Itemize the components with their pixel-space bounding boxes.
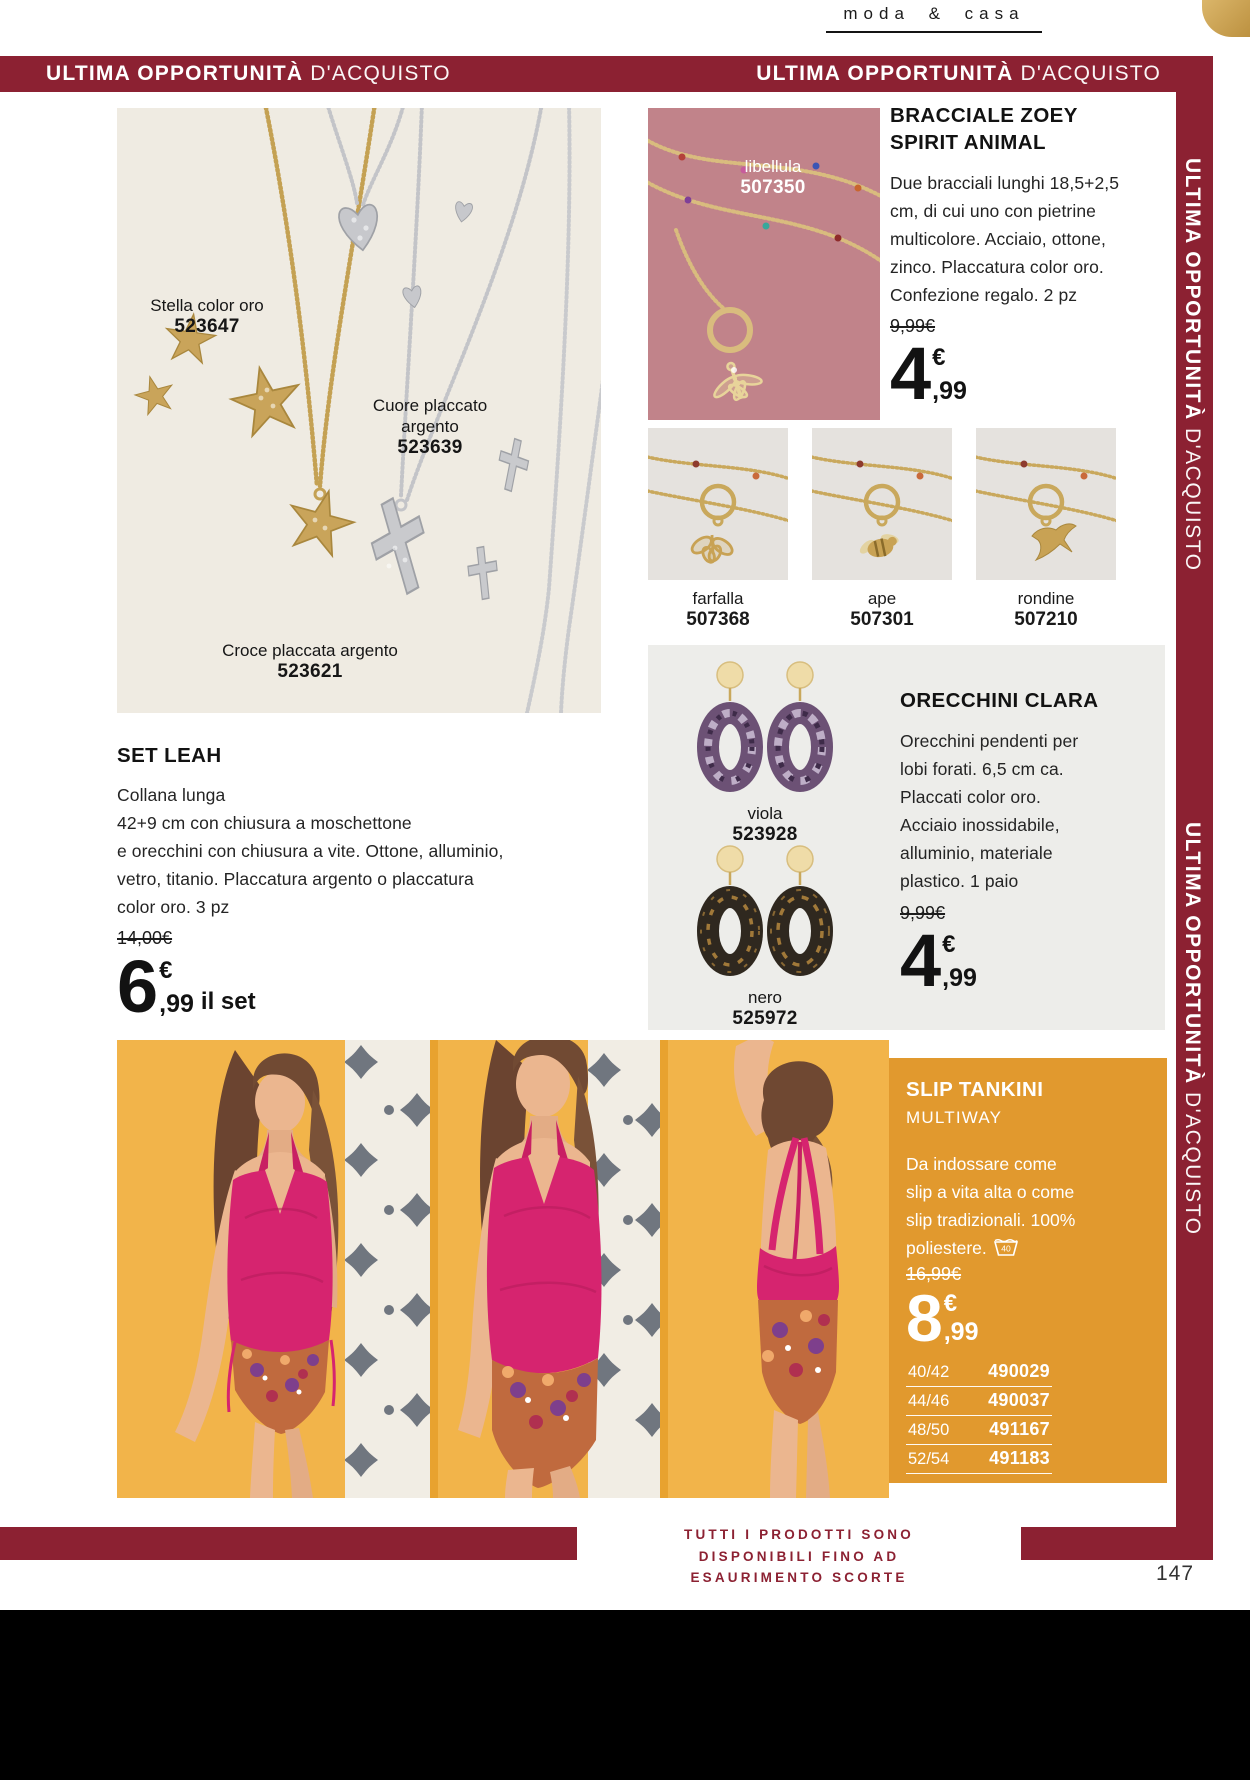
banner-light: D'ACQUISTO: [1020, 62, 1161, 85]
product-label-cuore: [355, 395, 505, 458]
side-banner-text: ULTIMA OPPORTUNITÀ D'ACQUISTO: [1181, 158, 1204, 572]
section-label: moda & casa: [826, 4, 1042, 33]
variant-label: [976, 588, 1116, 630]
model-photo-front-1: [117, 1040, 430, 1498]
model-photo-back: [668, 1040, 889, 1498]
product-description: Da indossare come slip a vita alta o come slip tradizionali. 100% poliestere. 40: [906, 1154, 1076, 1258]
product-label-name: libellula: [744, 157, 802, 176]
old-price: 9,99€: [900, 903, 946, 923]
old-price: 9,99€: [890, 316, 936, 336]
price-decimals: ,99: [943, 1318, 979, 1346]
bottom-black-bar: [0, 1610, 1250, 1780]
price-currency: €: [942, 931, 956, 958]
product-label-code: 523647: [174, 316, 240, 337]
orecchini-section: [648, 645, 1165, 1030]
size-row: [906, 1359, 1052, 1387]
price: [906, 1281, 1167, 1355]
price-currency: €: [159, 957, 173, 984]
price-decimals: ,99: [932, 377, 967, 405]
product-label-croce: [200, 640, 420, 682]
jewelry-photo: [117, 108, 601, 713]
variant-rondine: [976, 428, 1116, 630]
size-row: [906, 1446, 1052, 1474]
variant-photo-illustration: [976, 428, 1116, 580]
product-description: Due bracciali lunghi 18,5+2,5 cm, di cui uno con pietrine multicolore. Acciaio, ottone, zinco. Placcatura color oro. Confezione regalo. 2 pz: [890, 173, 1120, 305]
variant-photo-illustration: [812, 428, 952, 580]
variant-code: 523928: [732, 824, 798, 845]
variant-code: 507210: [1014, 609, 1078, 630]
footer-band-right: [1021, 1527, 1213, 1560]
model-photo-front-2: [438, 1040, 660, 1498]
svg-text:40: 40: [1001, 1243, 1011, 1254]
page-number: 147: [1156, 1562, 1195, 1585]
earrings-nero-illustration: [680, 843, 850, 985]
size-label: 40/42: [908, 1363, 950, 1381]
availability-note: TUTTI I PRODOTTI SONO DISPONIBILI FINO AD ESAURIMENTO SCORTE: [684, 1527, 914, 1585]
variant-name: ape: [867, 589, 897, 608]
price: [117, 945, 595, 1028]
earrings-viola-illustration: [680, 659, 850, 801]
variant-name: nero: [747, 988, 783, 1007]
variant-name: rondine: [1017, 589, 1075, 608]
product-label-stella: [137, 295, 277, 337]
product-title: SET LEAH: [117, 744, 222, 767]
variant-code: 525972: [732, 1008, 798, 1029]
product-description: Collana lunga 42+9 cm con chiusura a moschettone e orecchini con chiusura a vite. Ottone, alluminio, vetro, titanio. Placcatura argento o placcatura color oro. 3 pz: [117, 785, 504, 917]
bracelet-photo-illustration: [648, 108, 880, 420]
size-row: [906, 1388, 1052, 1416]
variant-label-viola: [680, 803, 850, 845]
wash-40-icon: [993, 1238, 1019, 1256]
product-title: BRACCIALE ZOEY SPIRIT ANIMAL: [890, 104, 1078, 154]
side-banner: [1176, 56, 1213, 1560]
price-integer: 8: [906, 1281, 941, 1355]
product-title: ORECCHINI CLARA: [900, 689, 1099, 712]
price-currency: €: [932, 344, 946, 371]
size-label: 48/50: [908, 1421, 950, 1439]
gold-corner-decoration: [1202, 0, 1250, 37]
price: [900, 919, 1112, 1002]
price-decimals: ,99: [942, 964, 977, 992]
banner-text: [46, 62, 451, 86]
product-label-libellula: [703, 156, 843, 198]
variant-photo-illustration: [648, 428, 788, 580]
variant-farfalla: [648, 428, 788, 630]
price-integer: 4: [890, 332, 930, 415]
size-code: 490037: [988, 1390, 1050, 1410]
size-code: 491183: [989, 1448, 1050, 1468]
size-code: 490029: [988, 1361, 1050, 1381]
size-label: 44/46: [908, 1392, 950, 1410]
size-row: [906, 1417, 1052, 1445]
orecchini-product-info: [900, 687, 1112, 1002]
product-label-name: Stella color oro: [150, 296, 264, 315]
variant-ape: [812, 428, 952, 630]
set-leah-product-info: [117, 742, 595, 1028]
product-label-name: Cuore placcato argento: [372, 396, 488, 436]
size-code: 491167: [989, 1419, 1050, 1439]
old-price: 16,99€: [906, 1264, 962, 1284]
tankini-product-info: [889, 1058, 1167, 1483]
footer-band-left: [0, 1527, 577, 1560]
bracelet-photo: [648, 108, 880, 420]
variant-name: viola: [747, 804, 783, 823]
banner-strong: ULTIMA OPPORTUNITÀ: [756, 62, 1014, 85]
product-label-code: 507350: [740, 177, 806, 198]
old-price: 14,00€: [117, 928, 173, 948]
top-banner: [0, 56, 1213, 92]
product-label-code: 523639: [397, 437, 463, 458]
banner-strong: ULTIMA OPPORTUNITÀ: [46, 62, 304, 85]
product-description: Orecchini pendenti per lobi forati. 6,5 cm ca. Placcati color oro. Acciaio inossidabile, alluminio, materiale plastico. 1 paio: [900, 731, 1079, 891]
product-subtitle: MULTIWAY: [906, 1108, 1003, 1127]
price: [890, 332, 1152, 415]
product-label-code: 523621: [277, 661, 343, 682]
bracciale-product-info: [890, 102, 1152, 415]
side-banner-text: ULTIMA OPPORTUNITÀ D'ACQUISTO: [1181, 822, 1204, 1236]
variant-name: farfalla: [692, 589, 744, 608]
variant-label-nero: [680, 987, 850, 1029]
variant-code: 507368: [686, 609, 750, 630]
product-title: SLIP TANKINI: [906, 1078, 1044, 1101]
price-decimals: ,99: [159, 990, 194, 1018]
banner-text: [756, 62, 1161, 86]
price-integer: 6: [117, 945, 157, 1028]
size-label: 52/54: [908, 1450, 950, 1468]
variant-code: 507301: [850, 609, 914, 630]
size-code-table: [906, 1359, 1167, 1474]
product-label-name: Croce placcata argento: [222, 641, 398, 660]
variant-label: [648, 588, 788, 630]
banner-light: D'ACQUISTO: [310, 62, 451, 85]
price-integer: 4: [900, 919, 940, 1002]
swimwear-photos: [117, 1040, 889, 1498]
price-currency: €: [943, 1290, 958, 1317]
variant-label: [812, 588, 952, 630]
price-suffix: il set: [200, 988, 256, 1015]
